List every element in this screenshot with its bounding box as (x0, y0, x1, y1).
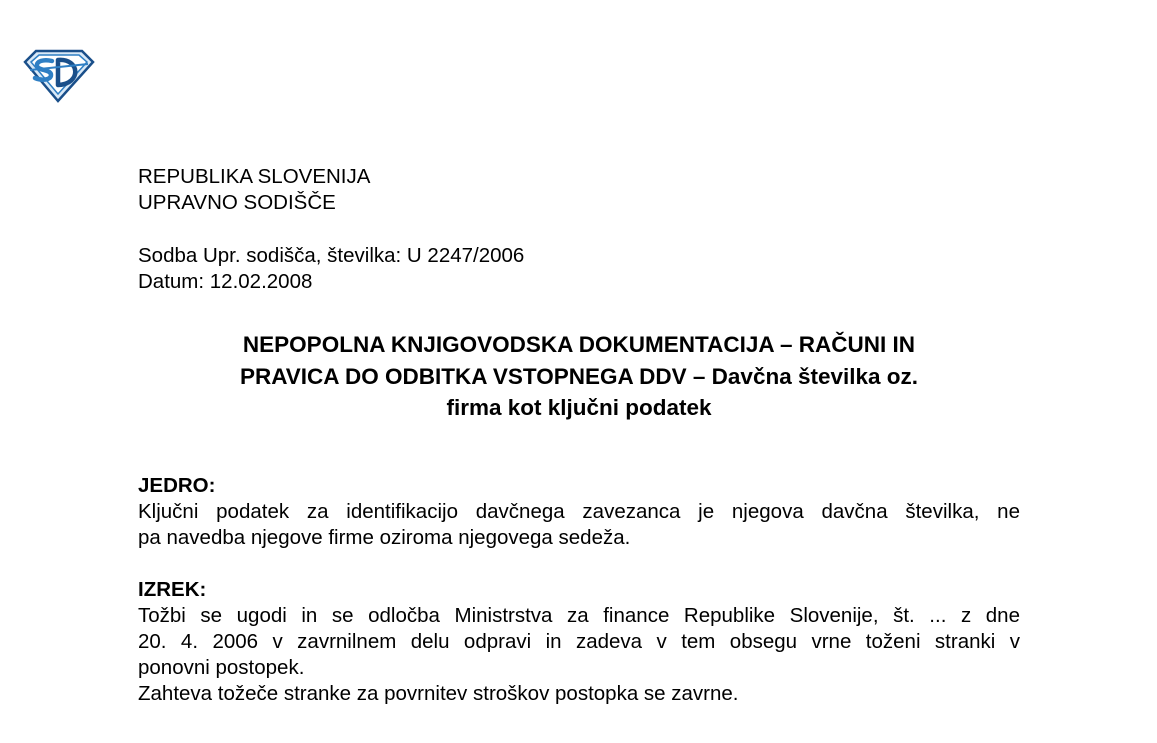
sd-logo-icon (22, 48, 96, 104)
title-line-2: PRAVICA DO ODBITKA VSTOPNEGA DDV – Davčna številka oz. (239, 363, 919, 389)
izrek-section (138, 577, 1020, 707)
izrek-line-1: Tožbi se ugodi in se odločba Ministrstva za finance Republike Slovenije, št. ... z dne (138, 603, 1020, 627)
izrek-line-4: Zahteva tožeče stranke za povrnitev stroškov postopka se zavrne. (138, 681, 739, 705)
title-line-1: NEPOPOLNA KNJIGOVODSKA DOKUMENTACIJA – RAČUNI IN (242, 332, 916, 357)
izrek-line-3: ponovni postopek. (138, 655, 305, 679)
title-line-3: firma kot ključni podatek (446, 395, 712, 420)
document-body (138, 164, 1020, 707)
izrek-line-2: 20. 4. 2006 v zavrnilnem delu odpravi in zadeva v tem obsegu vrne toženi stranki v (138, 629, 1020, 653)
case-number: Sodba Upr. sodišča, številka: U 2247/2006 (138, 244, 525, 267)
document-title (138, 329, 1020, 424)
jedro-section (138, 473, 1020, 551)
case-date: Datum: 12.02.2008 (138, 270, 313, 293)
court-header (138, 164, 1020, 216)
sd-shield-logo-graphic (22, 48, 96, 104)
court-name: UPRAVNO SODIŠČE (138, 191, 336, 214)
izrek-heading: IZREK: (138, 577, 207, 601)
case-reference (138, 243, 1020, 295)
jedro-heading: JEDRO: (138, 473, 216, 497)
court-country: REPUBLIKA SLOVENIJA (138, 165, 371, 188)
jedro-line-1: Ključni podatek za identifikacijo davčnega zavezanca je njegova davčna številka, ne (138, 499, 1020, 523)
jedro-line-2: pa navedba njegove firme oziroma njegovega sedeža. (138, 525, 631, 549)
